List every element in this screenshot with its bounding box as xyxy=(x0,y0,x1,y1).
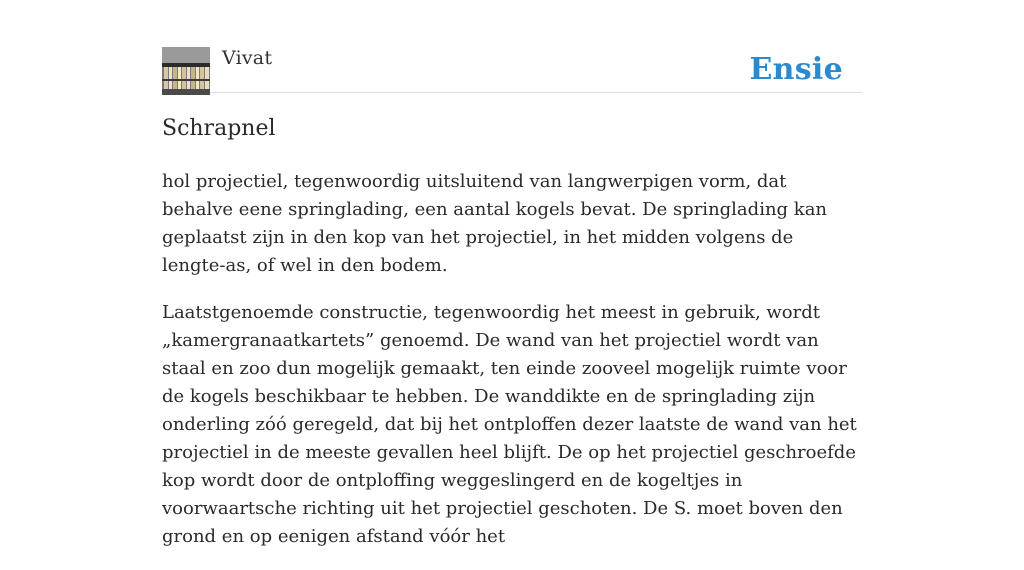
books-avatar-icon[interactable] xyxy=(162,47,210,95)
brand-logo[interactable]: Ensie xyxy=(749,52,843,87)
page-title: Schrapnel xyxy=(162,116,276,141)
article-body xyxy=(162,168,862,570)
site-name[interactable]: Vivat xyxy=(222,47,273,69)
article-paragraph: hol projectiel, tegenwoordig uitsluitend van langwerpigen vorm, dat behalve eene springlading, een aantal kogels bevat. De springlading kan geplaatst zijn in den kop van het projectiel, in het midden volgens de lengte-as, of wel in den bodem. xyxy=(162,171,828,276)
article-paragraph: Laatstgenoemde constructie, tegenwoordig het meest in gebruik, wordt „kamergranaatkartets” genoemd. De wand van het projectiel wordt van staal en zoo dun mogelijk gemaakt, ten einde zooveel mogelijk ruimte voor de kogels beschikbaar te hebben. De wanddikte en de springlading zijn onderling zóó geregeld, dat bij het ontploffen dezer laatste de wand van het projectiel in de meeste gevallen heel blijft. De op het projectiel geschroefde kop wordt door de ontploffing weggeslingerd en de kogeltjes in voorwaartsche richting uit het projectiel geschoten. De S. moet boven den grond en op eenigen afstand vóór het xyxy=(162,302,857,547)
site-header xyxy=(162,46,862,93)
